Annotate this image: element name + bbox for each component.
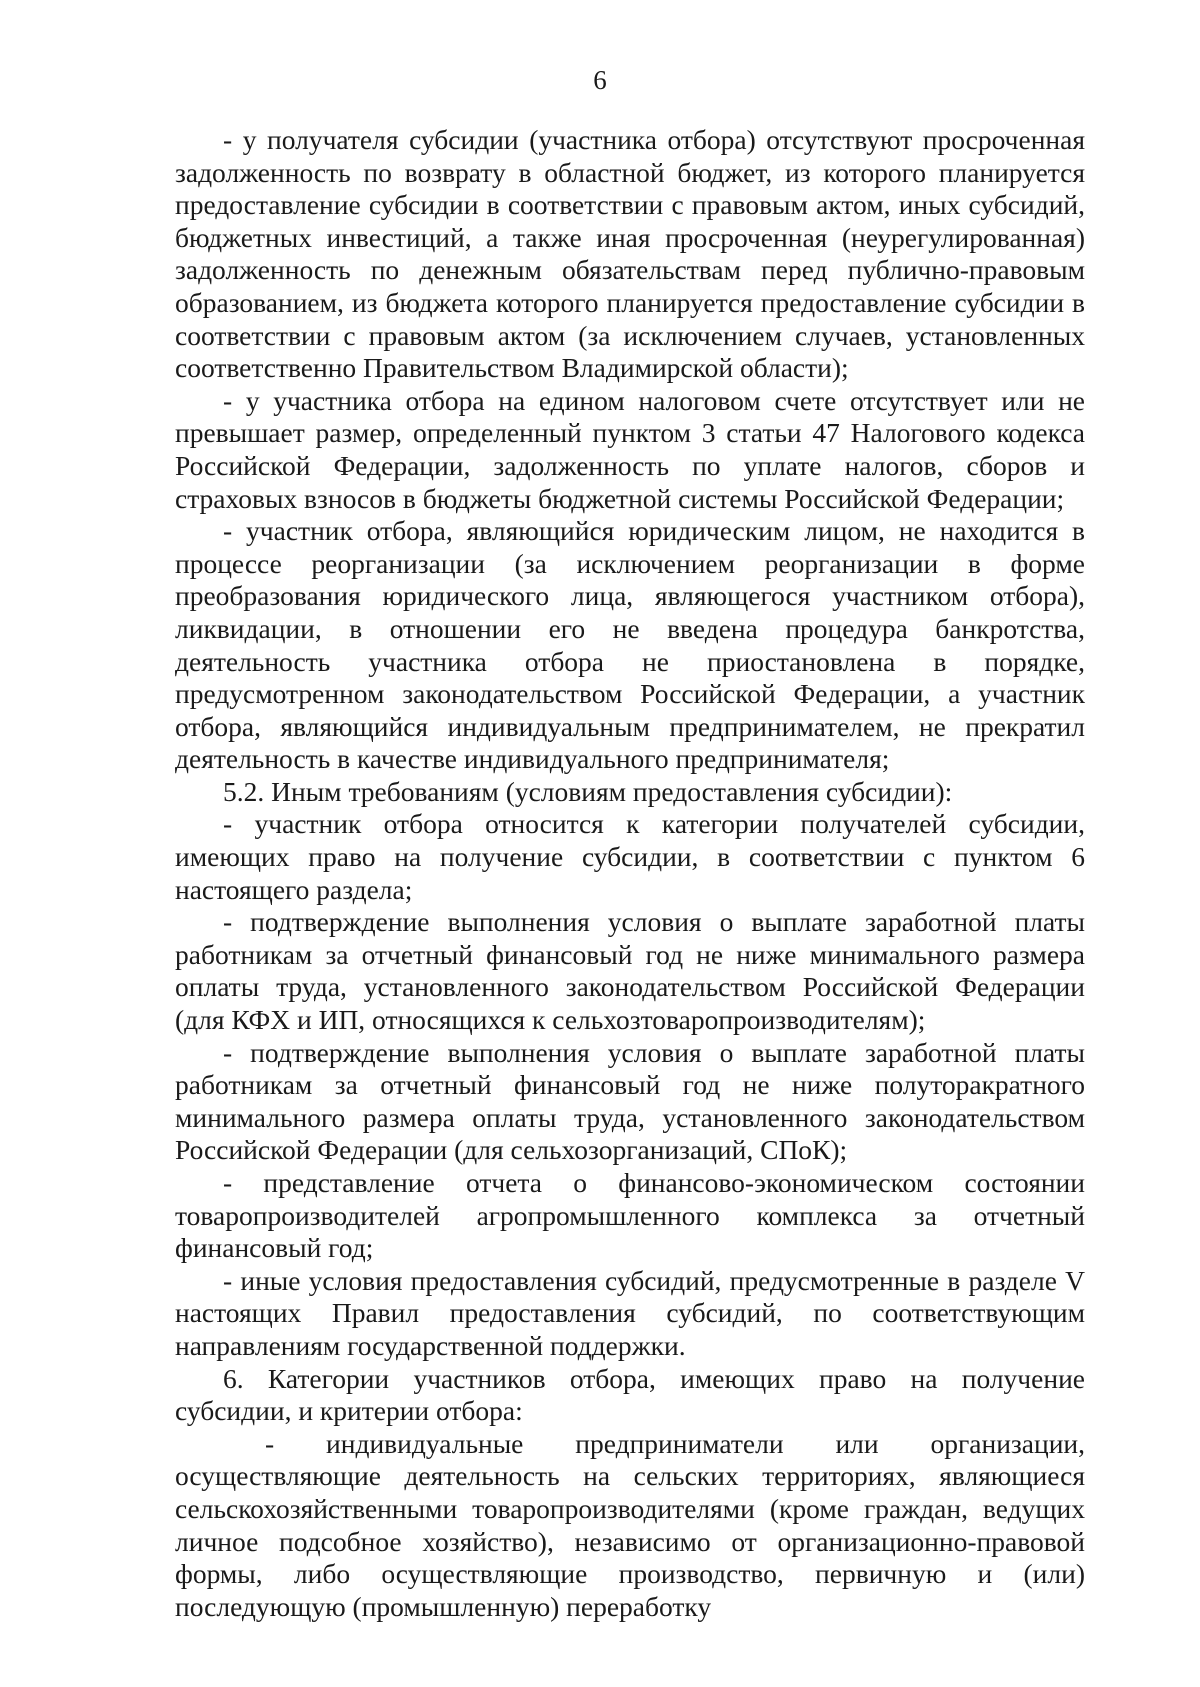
paragraph-entrepreneurs: - индивидуальные предприниматели или организации, осуществляющие деятельность на сельских территориях, являющиеся сельскохозяйственными товаропроизводителями (кроме граждан, ведущих личное подсобное хозяйство), независимо от организационно-правовой формы, либо осуществляющие производство, первичную и (или) последующую (промышленную) переработку [175,1427,1085,1622]
paragraph-other-requirements: 5.2. Иным требованиям (условиям предоставления субсидии): [223,775,953,807]
paragraph-section-6: 6. Категории участников отбора, имеющих право на получение субсидии, и критерии отбора: [175,1362,1085,1427]
paragraph-wage-kfh-ip: - подтверждение выполнения условия о выплате заработной платы работникам за отчетный финансовый год не ниже минимального размера оплаты труда, установленного законодательством Российской Федерации (для КФХ и ИП, относящихся к сельхозтоваропроизводителям); [175,906,1085,1036]
paragraph-no-overdue-debt: - у получателя субсидии (участника отбора) отсутствуют просроченная задолженность по возврату в областной бюджет, из которого планируется предоставление субсидии в соответствии с правовым актом, иных субсидий, бюджетных инвестиций, а также иная просроченная (неурегулированная) задолженность по денежным обязательствам перед публично-правовым образованием, из бюджета которого планируется предоставление субсидии в соответствии с правовым актом (за исключением случаев, установленных соответственно Правительством Владимирской области); [175,124,1085,384]
paragraph-tax-account: - у участника отбора на едином налоговом счете отсутствует или не превышает размер, определенный пунктом 3 статьи 47 Налогового кодекса Российской Федерации, задолженность по уплате налогов, сборов и страховых взносов в бюджеты бюджетной системы Российской Федерации; [175,384,1085,514]
paragraph-no-reorganization: - участник отбора, являющийся юридическим лицом, не находится в процессе реорганизации (за исключением реорганизации в форме преобразования юридического лица, являющегося участником отбора), ликвидации, в отношении его не введена процедура банкротства, деятельность участника отбора не приостановлена в порядке, предусмотренном законодательством Российской Федерации, а участник отбора, являющийся индивидуальным предпринимателем, не прекратил деятельность в качестве индивидуального предпринимателя; [175,515,1085,775]
paragraph-category: - участник отбора относится к категории получателей субсидии, имеющих право на получение субсидии, в соответствии с пунктом 6 настоящего раздела; [175,808,1085,905]
page-number: 6 [593,65,607,95]
paragraph-other-conditions: - иные условия предоставления субсидий, предусмотренные в разделе V настоящих Правил предоставления субсидий, по соответствующим направлениям государственной поддержки. [175,1264,1085,1361]
document-body [175,124,1085,1623]
paragraph-wage-organizations: - подтверждение выполнения условия о выплате заработной платы работникам за отчетный финансовый год не ниже полуторакратного минимального размера оплаты труда, установленного законодательством Российской Федерации (для сельхозорганизаций, СПоК); [175,1036,1085,1166]
paragraph-report: - представление отчета о финансово-экономическом состоянии товаропроизводителей агропромышленного комплекса за отчетный финансовый год; [175,1167,1085,1264]
